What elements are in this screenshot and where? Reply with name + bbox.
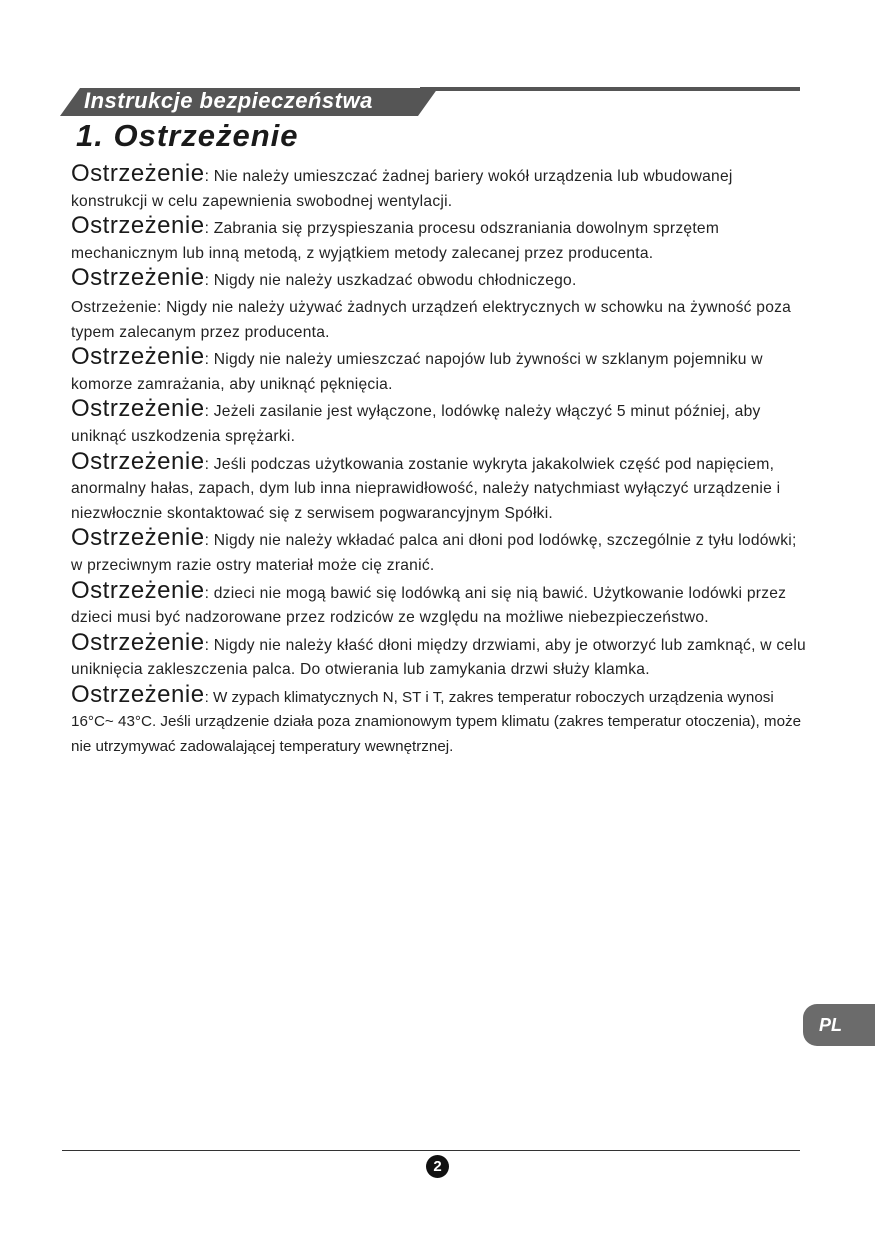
warning-text: : W zypach klimatycznych N, ST i T, zakres temperatur roboczych urządzenia wynosi 16°C~ 43°C. Jeśli urządzenie działa poza znamionowym typem klimatu (zakres temperatur otoczenia), może nie utrzymywać zadowalającej temperatury wewnętrznej. [71, 688, 802, 756]
warning-label: Ostrzeżenie [71, 395, 205, 423]
section-title: 1. Ostrzeżenie [76, 118, 299, 153]
warning-item [71, 266, 806, 294]
warning-label: Ostrzeżenie [71, 343, 205, 371]
language-badge: PL [803, 1004, 875, 1046]
header-tab-label: Instrukcje bezpieczeństwa [84, 88, 373, 113]
warning-item [71, 447, 806, 527]
warning-label: Ostrzeżenie [71, 576, 205, 604]
warning-text: : Zabrania się przyspieszania procesu odszraniania dowolnym sprzętem mechanicznym lub inną metodą, z wyjątkiem metody zalecanej przez producenta. [71, 220, 720, 262]
warning-label: Ostrzeżenie [71, 160, 205, 187]
warning-item [71, 628, 806, 683]
warning-text: : Nigdy nie należy kłaść dłoni między drzwiami, aby je otworzyć lub zamknąć, w celu uniknięcia zakleszczenia palca. Do otwierania lub zamykania drzwi służy klamka. [71, 636, 806, 679]
warning-item [71, 576, 806, 631]
warning-label: Ostrzeżenie [71, 447, 205, 475]
warning-text: : Nigdy nie należy wkładać palca ani dłoni pod lodówkę, szczególnie z tyłu lodówki; w przeciwnym razie ostry materiał może cię zranić. [71, 532, 797, 574]
warning-item [71, 680, 806, 760]
warning-text: Ostrzeżenie: Nigdy nie należy używać żadnych urządzeń elektrycznych w schowku na żywność poza typem zalecanym przez producenta. [71, 298, 792, 341]
warning-item [71, 162, 806, 214]
warning-text: : Jeśli podczas użytkowania zostanie wykryta jakakolwiek część pod napięciem, anormalny hałas, zapach, dym lub inna nieprawidłowość, należy natychmiast wyłączyć urządzenie i niezwłocznie skontaktować się z serwisem pogwarancyjnym Spółki. [71, 455, 781, 522]
warnings-list [71, 162, 806, 760]
warning-text: : Nie należy umieszczać żadnej bariery wokół urządzenia lub wbudowanej konstrukcji w celu zapewnienia swobodnej wentylacji. [71, 168, 733, 210]
warning-text: : Nigdy nie należy uszkadzać obwodu chłodniczego. [204, 272, 577, 290]
header-rule [420, 87, 800, 91]
warning-item [71, 214, 806, 266]
footer-rule [62, 1150, 800, 1151]
warning-item [71, 345, 806, 397]
warning-label: Ostrzeżenie [71, 264, 205, 292]
warning-text: : Nigdy nie należy umieszczać napojów lub żywności w szklanym pojemniku w komorze zamrażania, aby uniknąć pęknięcia. [71, 351, 763, 393]
warning-label: Ostrzeżenie [71, 680, 205, 708]
warning-label: Ostrzeżenie [71, 628, 205, 656]
warning-item [71, 397, 806, 449]
page-number: 2 [426, 1155, 449, 1178]
warning-label: Ostrzeżenie [71, 524, 205, 552]
warning-item [71, 526, 806, 578]
warning-text: : dzieci nie mogą bawić się lodówką ani się nią bawić. Użytkowanie lodówki przez dzieci musi być nadzorowane przez rodziców ze względu na możliwe niebezpieczeństwo. [71, 584, 787, 627]
warning-item [71, 296, 806, 345]
warning-label: Ostrzeżenie [71, 212, 205, 240]
warning-text: : Jeżeli zasilanie jest wyłączone, lodówkę należy włączyć 5 minut później, aby uniknąć uszkodzenia sprężarki. [71, 403, 761, 445]
